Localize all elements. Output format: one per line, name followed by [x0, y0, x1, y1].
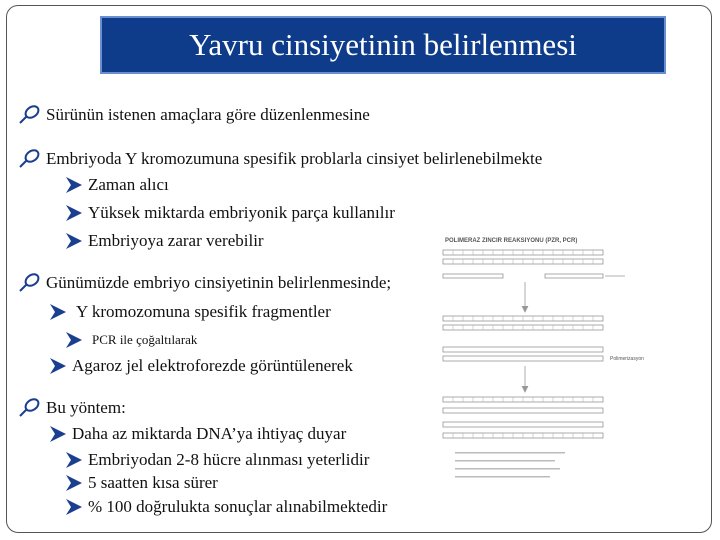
- pcr-diagram: [425, 232, 644, 522]
- sub-line-13: [64, 473, 218, 493]
- diagram-label: Polimerizasyon: [610, 356, 644, 362]
- bullet-line-2: [18, 149, 542, 169]
- sub-line-3: [64, 175, 169, 195]
- arrowhead-icon: [48, 356, 68, 376]
- bullet-text: Günümüzde embriyo cinsiyetinin belirlenmesinde;: [46, 273, 392, 292]
- sub-line-8: [64, 330, 197, 350]
- pushpin-icon: [18, 398, 40, 418]
- bullet-text: Sürünün istenen amaçlara göre düzenlenmesine: [46, 105, 370, 124]
- arrowhead-icon: [64, 231, 84, 251]
- bullet-line-6: [18, 273, 391, 293]
- arrowhead-icon: [64, 203, 84, 223]
- bullet-text: Bu yöntem:: [46, 398, 126, 417]
- pushpin-icon: [18, 149, 40, 169]
- arrowhead-icon: [64, 175, 84, 195]
- diagram-heading: POLIMERAZ ZINCIR REAKSIYONU (PZR, PCR): [445, 238, 578, 244]
- title-box: [100, 16, 666, 74]
- sub-text: Embriyoya zarar verebilir: [88, 231, 264, 250]
- arrowhead-icon: [64, 330, 84, 350]
- page-title: Yavru cinsiyetinin belirlenmesi: [189, 27, 577, 62]
- sub-line-7: [48, 302, 331, 322]
- sub-text: Yüksek miktarda embriyonik parça kullanılır: [88, 203, 395, 222]
- legend-lines: [455, 452, 565, 478]
- pushpin-icon: [18, 273, 40, 293]
- sub-line-14: [64, 497, 387, 517]
- sub-text: Daha az miktarda DNA’ya ihtiyaç duyar: [72, 424, 347, 443]
- arrowhead-icon: [64, 497, 84, 517]
- sub-text: Zaman alıcı: [88, 175, 169, 194]
- sub-line-4: [64, 203, 395, 223]
- sub-line-11: [48, 424, 346, 444]
- sub-line-5: [64, 231, 264, 251]
- bullet-text: Embriyoda Y kromozumuna spesifik problarla cinsiyet belirlenebilmekte: [46, 149, 543, 168]
- bullet-line-10: [18, 398, 126, 418]
- arrowhead-icon: [64, 473, 84, 493]
- arrowhead-icon: [64, 450, 84, 470]
- process-arrows: [522, 276, 625, 392]
- arrowhead-icon: [48, 424, 68, 444]
- sub-text: 5 saatten kısa sürer: [88, 473, 218, 492]
- sub-text: Y kromozomuna spesifik fragmentler: [76, 302, 331, 321]
- sub-line-12: [64, 450, 369, 470]
- sub-text: % 100 doğrulukta sonuçlar alınabilmektedir: [88, 497, 388, 516]
- bullet-line-1: [18, 105, 370, 125]
- sub-text: PCR ile çoğaltılarak: [92, 332, 198, 347]
- arrowhead-icon: [48, 302, 68, 322]
- sub-text: Agaroz jel elektroforezde görüntülenerek: [72, 356, 353, 375]
- pushpin-icon: [18, 105, 40, 125]
- sub-line-9: [48, 356, 353, 376]
- sub-text: Embriyodan 2-8 hücre alınması yeterlidir: [88, 450, 370, 469]
- dna-strands: [443, 250, 603, 438]
